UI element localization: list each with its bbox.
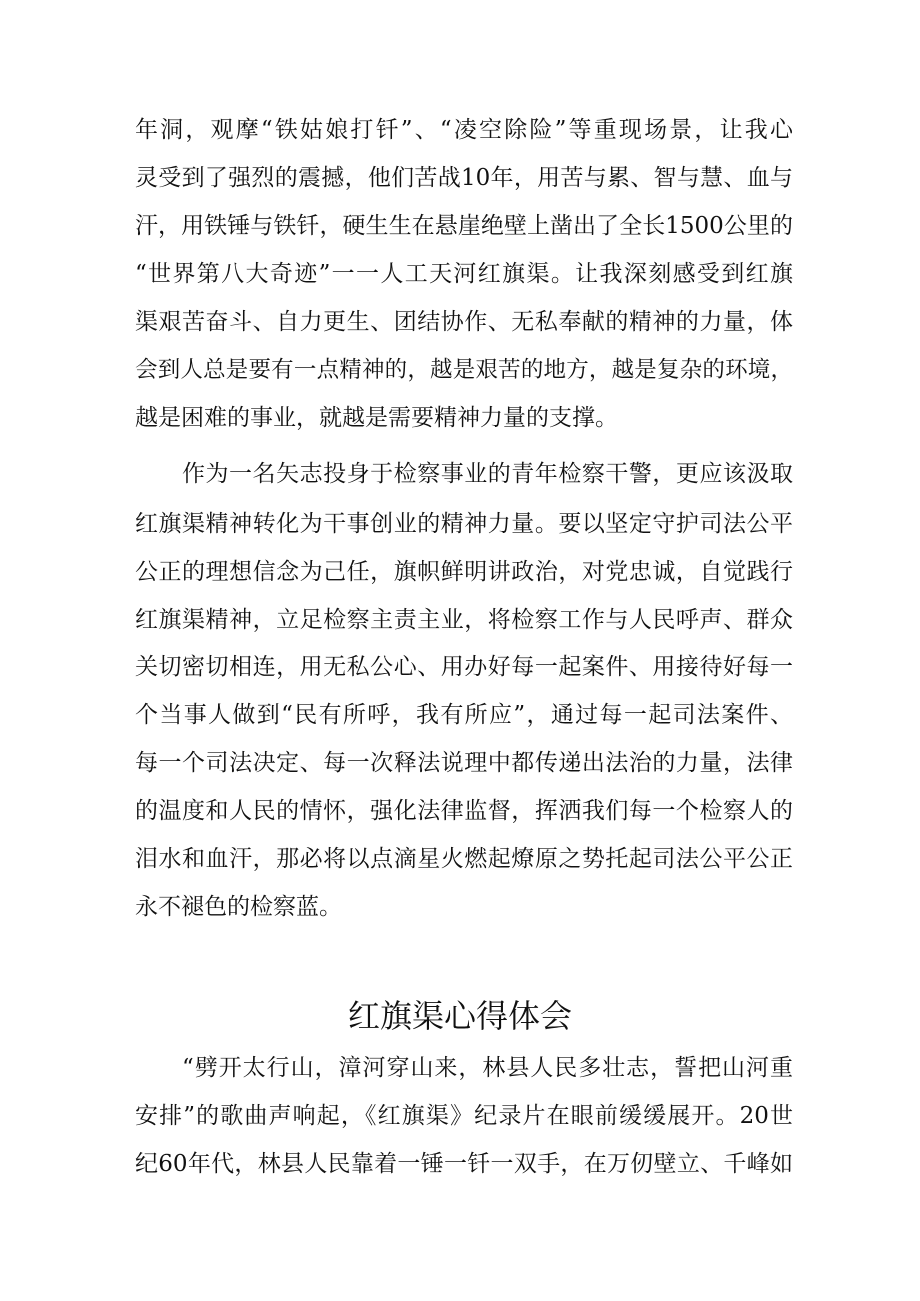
- paragraph-line: 会到人总是要有一点精神的，越是艰苦的地方，越是复杂的环境，: [135, 357, 793, 383]
- paragraph-line: “世界第八大奇迹”一一人工天河红旗渠。让我深刻感受到红旗: [135, 261, 793, 287]
- paragraph-line: 灵受到了强烈的震撼，他们苦战10年，用苦与累、智与慧、血与: [135, 165, 793, 191]
- paragraph-line: 安排”的歌曲声响起，《红旗渠》纪录片在眼前缓缓展开。20世: [135, 1103, 793, 1129]
- paragraph-line: 红旗渠精神转化为干事创业的精神力量。要以坚定守护司法公平: [135, 511, 793, 537]
- paragraph-line: 永不褪色的检察蓝。: [135, 894, 342, 920]
- paragraph-line: 的温度和人民的情怀，强化法律监督，挥洒我们每一个检察人的: [135, 798, 793, 824]
- paragraph-line: 渠艰苦奋斗、自力更生、团结协作、无私奉献的精神的力量，体: [135, 309, 793, 335]
- paragraph-line: 越是困难的事业，就越是需要精神力量的支撑。: [135, 405, 618, 431]
- paragraph-line: 作为一名矢志投身于检察事业的青年检察干警，更应该汲取: [182, 461, 793, 487]
- paragraph-line: 每一个司法决定、每一次释法说理中都传递出法治的力量，法律: [135, 750, 793, 776]
- paragraph-line: 红旗渠精神，立足检察主责主业，将检察工作与人民呼声、群众: [135, 607, 793, 633]
- paragraph-line: 年洞，观摩“铁姑娘打钎”、“凌空除险”等重现场景，让我心: [135, 117, 793, 143]
- paragraph-line: 关切密切相连，用无私公心、用办好每一起案件、用接待好每一: [135, 654, 793, 680]
- paragraph-line: 泪水和血汗，那必将以点滴星火燃起燎原之势托起司法公平公正: [135, 846, 793, 872]
- paragraph-line: 纪60年代，林县人民靠着一锤一钎一双手，在万仞壁立、千峰如: [135, 1151, 793, 1177]
- paragraph-line: 公正的理想信念为己任，旗帜鲜明讲政治，对党忠诚，自觉践行: [135, 559, 793, 585]
- paragraph-line: 个当事人做到“民有所呼，我有所应”，通过每一起司法案件、: [135, 702, 793, 728]
- section-heading: 红旗渠心得体会: [347, 997, 572, 1035]
- paragraph-line: “劈开太行山，漳河穿山来，林县人民多壮志，誓把山河重: [182, 1055, 793, 1081]
- paragraph-line: 汗，用铁锤与铁钎，硬生生在悬崖绝壁上凿出了全长1500公里的: [135, 213, 793, 239]
